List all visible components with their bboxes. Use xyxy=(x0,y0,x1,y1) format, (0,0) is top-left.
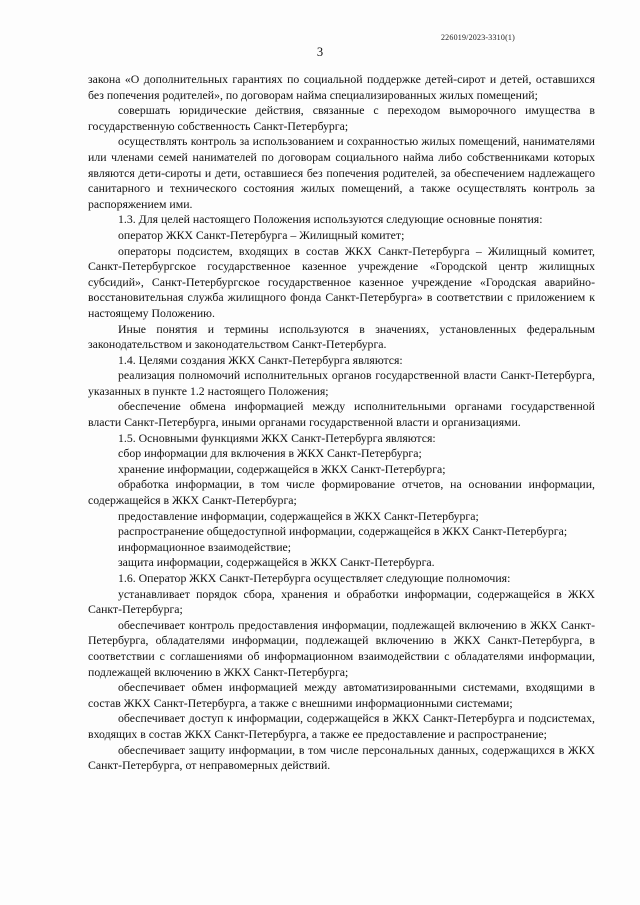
paragraph: Иные понятия и термины используются в значениях, установленных федеральным законодательством и законодательством Санкт-Петербурга. xyxy=(88,321,595,352)
document-number: 226019/2023-3310(1) xyxy=(440,33,515,42)
paragraph: защита информации, содержащейся в ЖКХ Санкт-Петербурга. xyxy=(118,555,435,570)
paragraph: обеспечивает доступ к информации, содержащейся в ЖКХ Санкт-Петербурга и подсистемах, входящих в состав ЖКХ Санкт-Петербурга, а также ее предоставление и распространение; xyxy=(88,711,595,741)
section-heading-1-6: 1.6. Оператор ЖКХ Санкт-Петербурга осуществляет следующие полномочия: xyxy=(118,571,511,585)
paragraph: обработка информации, в том числе формирование отчетов, на основании информации, содержащейся в ЖКХ Санкт-Петербурга; xyxy=(88,477,595,508)
paragraph: реализация полномочий исполнительных органов государственной власти Санкт-Петербурга, указанных в пункте 1.2 настоящего Положения; xyxy=(88,368,595,398)
paragraph: обеспечивает контроль предоставления информации, подлежащей включению в ЖКХ Санкт-Петербурга, обладателями информации, подлежащей включению в ЖКХ Санкт-Петербурга, в соответствии с соглашениями об информационном взаимодействии с обладателями информации, подлежащей включению в ЖКХ Санкт-Петербурга; xyxy=(88,617,595,679)
paragraph: оператор ЖКХ Санкт-Петербурга – Жилищный комитет; xyxy=(118,227,405,242)
paragraph: закона «О дополнительных гарантиях по социальной поддержке детей-сирот и детей, оставшихся без попечения родителей», по договорам найма специализированных жилых помещений; xyxy=(88,72,595,102)
paragraph: информационное взаимодействие; xyxy=(118,539,292,554)
page-number: 3 xyxy=(316,45,324,59)
paragraph: операторы подсистем, входящих в состав ЖКХ Санкт-Петербурга – Жилищный комитет, Санкт-Петербургское государственное казенное учреждение «Городской центр жилищных субсидий», Санкт-Петербургское государственное казенное учреждение «Городская аварийно-восстановительная служба жилищного фонда Санкт-Петербурга» в соответствии с приложением к настоящему Положению. xyxy=(88,243,595,320)
paragraph: распространение общедоступной информации, содержащейся в ЖКХ Санкт-Петербурга; xyxy=(118,524,568,539)
paragraph: устанавливает порядок сбора, хранения и обработки информации, содержащейся в ЖКХ Санкт-Петербурга; xyxy=(88,586,595,617)
section-heading-1-3: 1.3. Для целей настоящего Положения используются следующие основные понятия: xyxy=(118,212,543,227)
paragraph: предоставление информации, содержащейся в ЖКХ Санкт-Петербурга; xyxy=(118,508,479,523)
paragraph: обеспечивает защиту информации, в том числе персональных данных, содержащихся в ЖКХ Санкт-Петербурга, от неправомерных действий. xyxy=(88,742,595,773)
section-heading-1-5: 1.5. Основными функциями ЖКХ Санкт-Петербурга являются: xyxy=(118,430,436,445)
section-heading-1-4: 1.4. Целями создания ЖКХ Санкт-Петербурга являются: xyxy=(118,352,403,367)
paragraph: обеспечивает обмен информацией между автоматизированными системами, входящими в состав ЖКХ Санкт-Петербурга, а также с внешними информационными системами; xyxy=(88,680,595,710)
paragraph: хранение информации, содержащейся в ЖКХ Санкт-Петербурга; xyxy=(118,461,446,476)
paragraph: осуществлять контроль за использованием и сохранностью жилых помещений, нанимателями или членами семей нанимателей по договорам социального найма либо собственниками которых являются дети-сироты и дети, оставшиеся без попечения родителей, за обеспечением надлежащего санитарного и технического состояния жилых помещений, а также осуществлять контроль за распоряжением ими. xyxy=(88,134,595,211)
document-body xyxy=(88,72,595,774)
paragraph: сбор информации для включения в ЖКХ Санкт-Петербурга; xyxy=(118,446,422,461)
paragraph: обеспечение обмена информацией между исполнительными органами государственной власти Санкт-Петербурга, иными органами государственной власти и организациями. xyxy=(88,399,595,430)
paragraph: совершать юридические действия, связанные с переходом выморочного имущества в государственную собственность Санкт-Петербурга; xyxy=(88,103,595,133)
